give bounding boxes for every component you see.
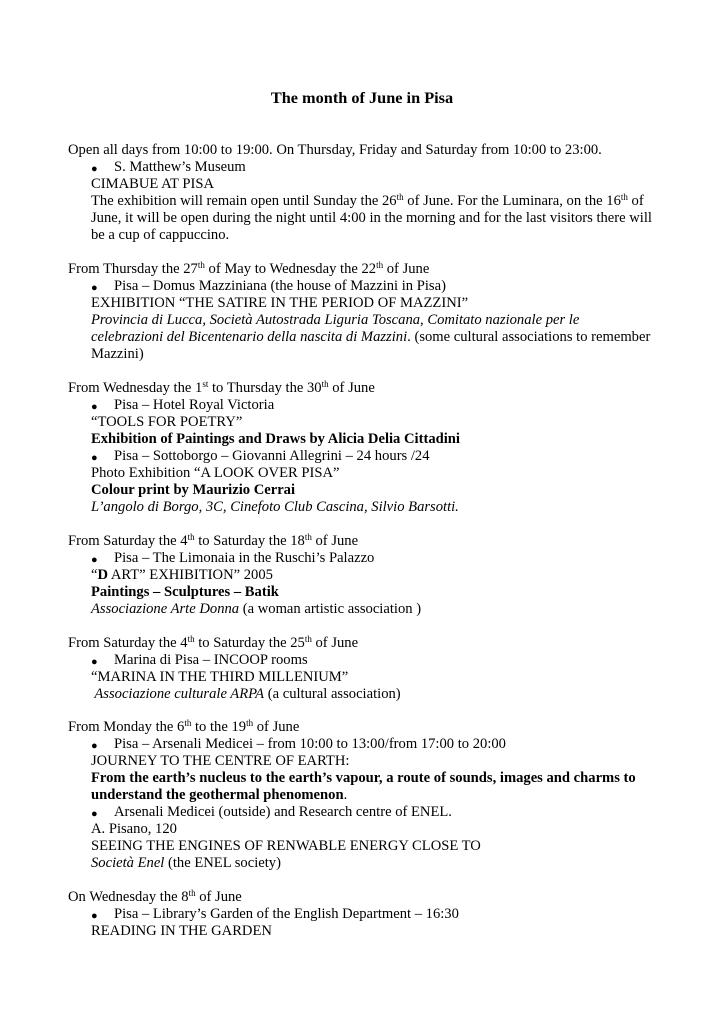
event-description: June, it will be open during the night until 4:00 in the morning and for the last visitors there will bbox=[91, 210, 652, 226]
event-subheading: From the earth’s nucleus to the earth’s vapour, a route of sounds, images and charms to bbox=[91, 770, 636, 786]
address-text: A. Pisano, 120 bbox=[91, 821, 177, 837]
event-heading: Photo Exhibition “A LOOK OVER PISA” bbox=[91, 465, 340, 481]
event-subheading: Colour print by Maurizio Cerrai bbox=[91, 482, 296, 498]
venue-text: Pisa – Hotel Royal Victoria bbox=[114, 397, 275, 413]
date-range-text: On Wednesday the 8th of June bbox=[68, 888, 242, 905]
date-range-text: From Monday the 6th to the 19th of June bbox=[68, 718, 300, 735]
bullet-icon: ● bbox=[91, 282, 98, 294]
page-title: The month of June in Pisa bbox=[270, 88, 454, 107]
date-range-text: From Saturday the 4th to Saturday the 25th of June bbox=[68, 634, 359, 651]
organizers-text: Associazione Arte Donna (a woman artistic association ) bbox=[91, 601, 422, 617]
venue-text: Pisa – Library’s Garden of the English Department – 16:30 bbox=[114, 906, 459, 922]
event-heading: JOURNEY TO THE CENTRE OF EARTH: bbox=[91, 753, 350, 769]
event-heading: READING IN THE GARDEN bbox=[91, 923, 272, 939]
event-subheading: Exhibition of Paintings and Draws by Alicia Delia Cittadini bbox=[91, 431, 460, 447]
organizers-text: L’angolo di Borgo, 3C, Cinefoto Club Cascina, Silvio Barsotti. bbox=[91, 499, 459, 515]
bullet-icon: ● bbox=[91, 808, 98, 820]
organizers-text: Associazione culturale ARPA (a cultural association) bbox=[91, 686, 401, 702]
event-heading: “TOOLS FOR POETRY” bbox=[91, 414, 243, 430]
event-heading: EXHIBITION “THE SATIRE IN THE PERIOD OF MAZZINI” bbox=[91, 295, 469, 311]
bullet-icon: ● bbox=[91, 656, 98, 668]
venue-text: Pisa – Sottoborgo – Giovanni Allegrini – 24 hours /24 bbox=[114, 448, 430, 464]
organizers-text: Società Enel (the ENEL society) bbox=[91, 855, 281, 871]
bullet-icon: ● bbox=[91, 740, 98, 752]
venue-text: Pisa – Domus Mazziniana (the house of Mazzini in Pisa) bbox=[114, 278, 446, 294]
bullet-icon: ● bbox=[91, 452, 98, 464]
venue-text: S. Matthew’s Museum bbox=[114, 159, 246, 175]
event-heading: “MARINA IN THE THIRD MILLENIUM” bbox=[91, 669, 349, 685]
organizers-text: Provincia di Lucca, Società Autostrada Liguria Toscana, Comitato nazionale per le bbox=[91, 312, 580, 328]
organizers-text: celebrazioni del Bicentenario della nascita di Mazzini. (some cultural associations to remember bbox=[91, 329, 651, 345]
event-subheading: Paintings – Sculptures – Batik bbox=[91, 584, 279, 600]
bullet-icon: ● bbox=[91, 401, 98, 413]
date-range-text: From Saturday the 4th to Saturday the 18th of June bbox=[68, 532, 359, 549]
date-range-text: From Thursday the 27th of May to Wednesday the 22th of June bbox=[68, 260, 430, 277]
event-heading: “D ART” EXHIBITION” 2005 bbox=[91, 567, 273, 583]
opening-hours-text: Open all days from 10:00 to 19:00. On Thursday, Friday and Saturday from 10:00 to 23:00. bbox=[68, 142, 602, 158]
venue-text: Marina di Pisa – INCOOP rooms bbox=[114, 652, 308, 668]
event-description: The exhibition will remain open until Sunday the 26th of June. For the Luminara, on the 16th of bbox=[91, 192, 644, 209]
date-range-text: From Wednesday the 1st to Thursday the 30th of June bbox=[68, 379, 375, 396]
event-description: be a cup of cappuccino. bbox=[91, 227, 230, 243]
event-subheading: understand the geothermal phenomenon. bbox=[91, 787, 348, 803]
bullet-icon: ● bbox=[91, 163, 98, 175]
venue-text: Pisa – Arsenali Medicei – from 10:00 to 13:00/from 17:00 to 20:00 bbox=[114, 736, 506, 752]
venue-text: Arsenali Medicei (outside) and Research centre of ENEL. bbox=[114, 804, 452, 820]
bullet-icon: ● bbox=[91, 910, 98, 922]
event-heading: SEEING THE ENGINES OF RENWABLE ENERGY CLOSE TO bbox=[91, 838, 481, 854]
organizers-text: Mazzini) bbox=[91, 346, 144, 362]
venue-text: Pisa – The Limonaia in the Ruschi’s Palazzo bbox=[114, 550, 375, 566]
event-heading: CIMABUE AT PISA bbox=[91, 176, 214, 192]
bullet-icon: ● bbox=[91, 554, 98, 566]
